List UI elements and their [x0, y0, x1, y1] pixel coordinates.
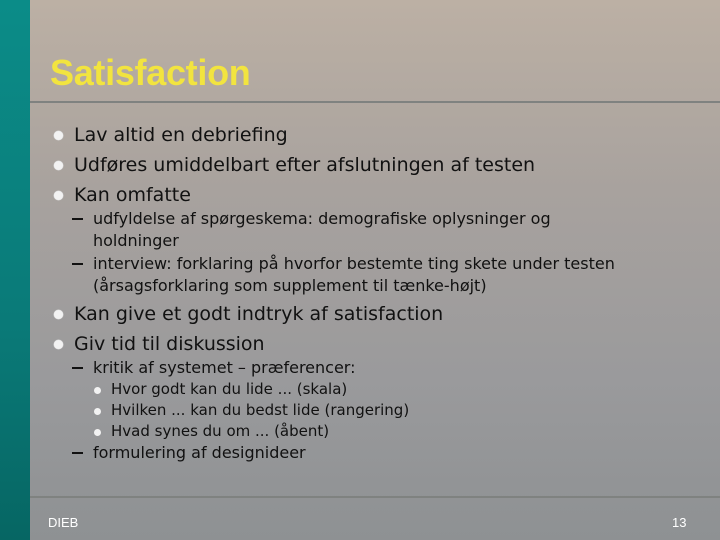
bullet-icon [94, 387, 101, 394]
dash-icon [72, 263, 83, 265]
sub-sub-bullet-text: Hvad synes du om ... (åbent) [111, 422, 330, 440]
bullet-icon [54, 191, 63, 200]
sub-bullet-text: kritik af systemet – præferencer: [93, 358, 356, 377]
bullet-icon [54, 310, 63, 319]
bullet-icon [94, 429, 101, 436]
bullet-text: Lav altid en debriefing [74, 124, 288, 146]
bullet-icon [54, 161, 63, 170]
sub-sub-bullet-text: Hvor godt kan du lide ... (skala) [111, 380, 348, 398]
footer-divider [30, 496, 720, 498]
footer-label: DIEB [48, 515, 79, 530]
bullet-icon [94, 408, 101, 415]
dash-icon [72, 218, 83, 220]
bullet-text: Kan omfatte [74, 184, 191, 206]
dash-icon [72, 452, 83, 454]
sub-bullet-text: interview: forklaring på hvorfor bestemte ting skete under testen [93, 254, 615, 273]
dash-icon [72, 367, 83, 369]
bullet-icon [54, 131, 63, 140]
bullet-text: Kan give et godt indtryk af satisfaction [74, 303, 444, 325]
bullet-text: Udføres umiddelbart efter afslutningen af testen [74, 154, 536, 176]
sub-sub-bullet-text: Hvilken ... kan du bedst lide (rangering) [111, 401, 410, 419]
page-number: 13 [672, 515, 687, 530]
slide-title: Satisfaction [50, 52, 251, 93]
sub-bullet-text-continued: (årsagsforklaring som supplement til tænke-højt) [93, 276, 487, 295]
sub-bullet-text: formulering af designideer [93, 443, 306, 462]
sub-bullet-text: udfyldelse af spørgeskema: demografiske oplysninger og [93, 209, 551, 228]
sub-bullet-text-continued: holdninger [93, 231, 179, 250]
bullet-text: Giv tid til diskussion [74, 333, 265, 355]
bullet-icon [54, 340, 63, 349]
